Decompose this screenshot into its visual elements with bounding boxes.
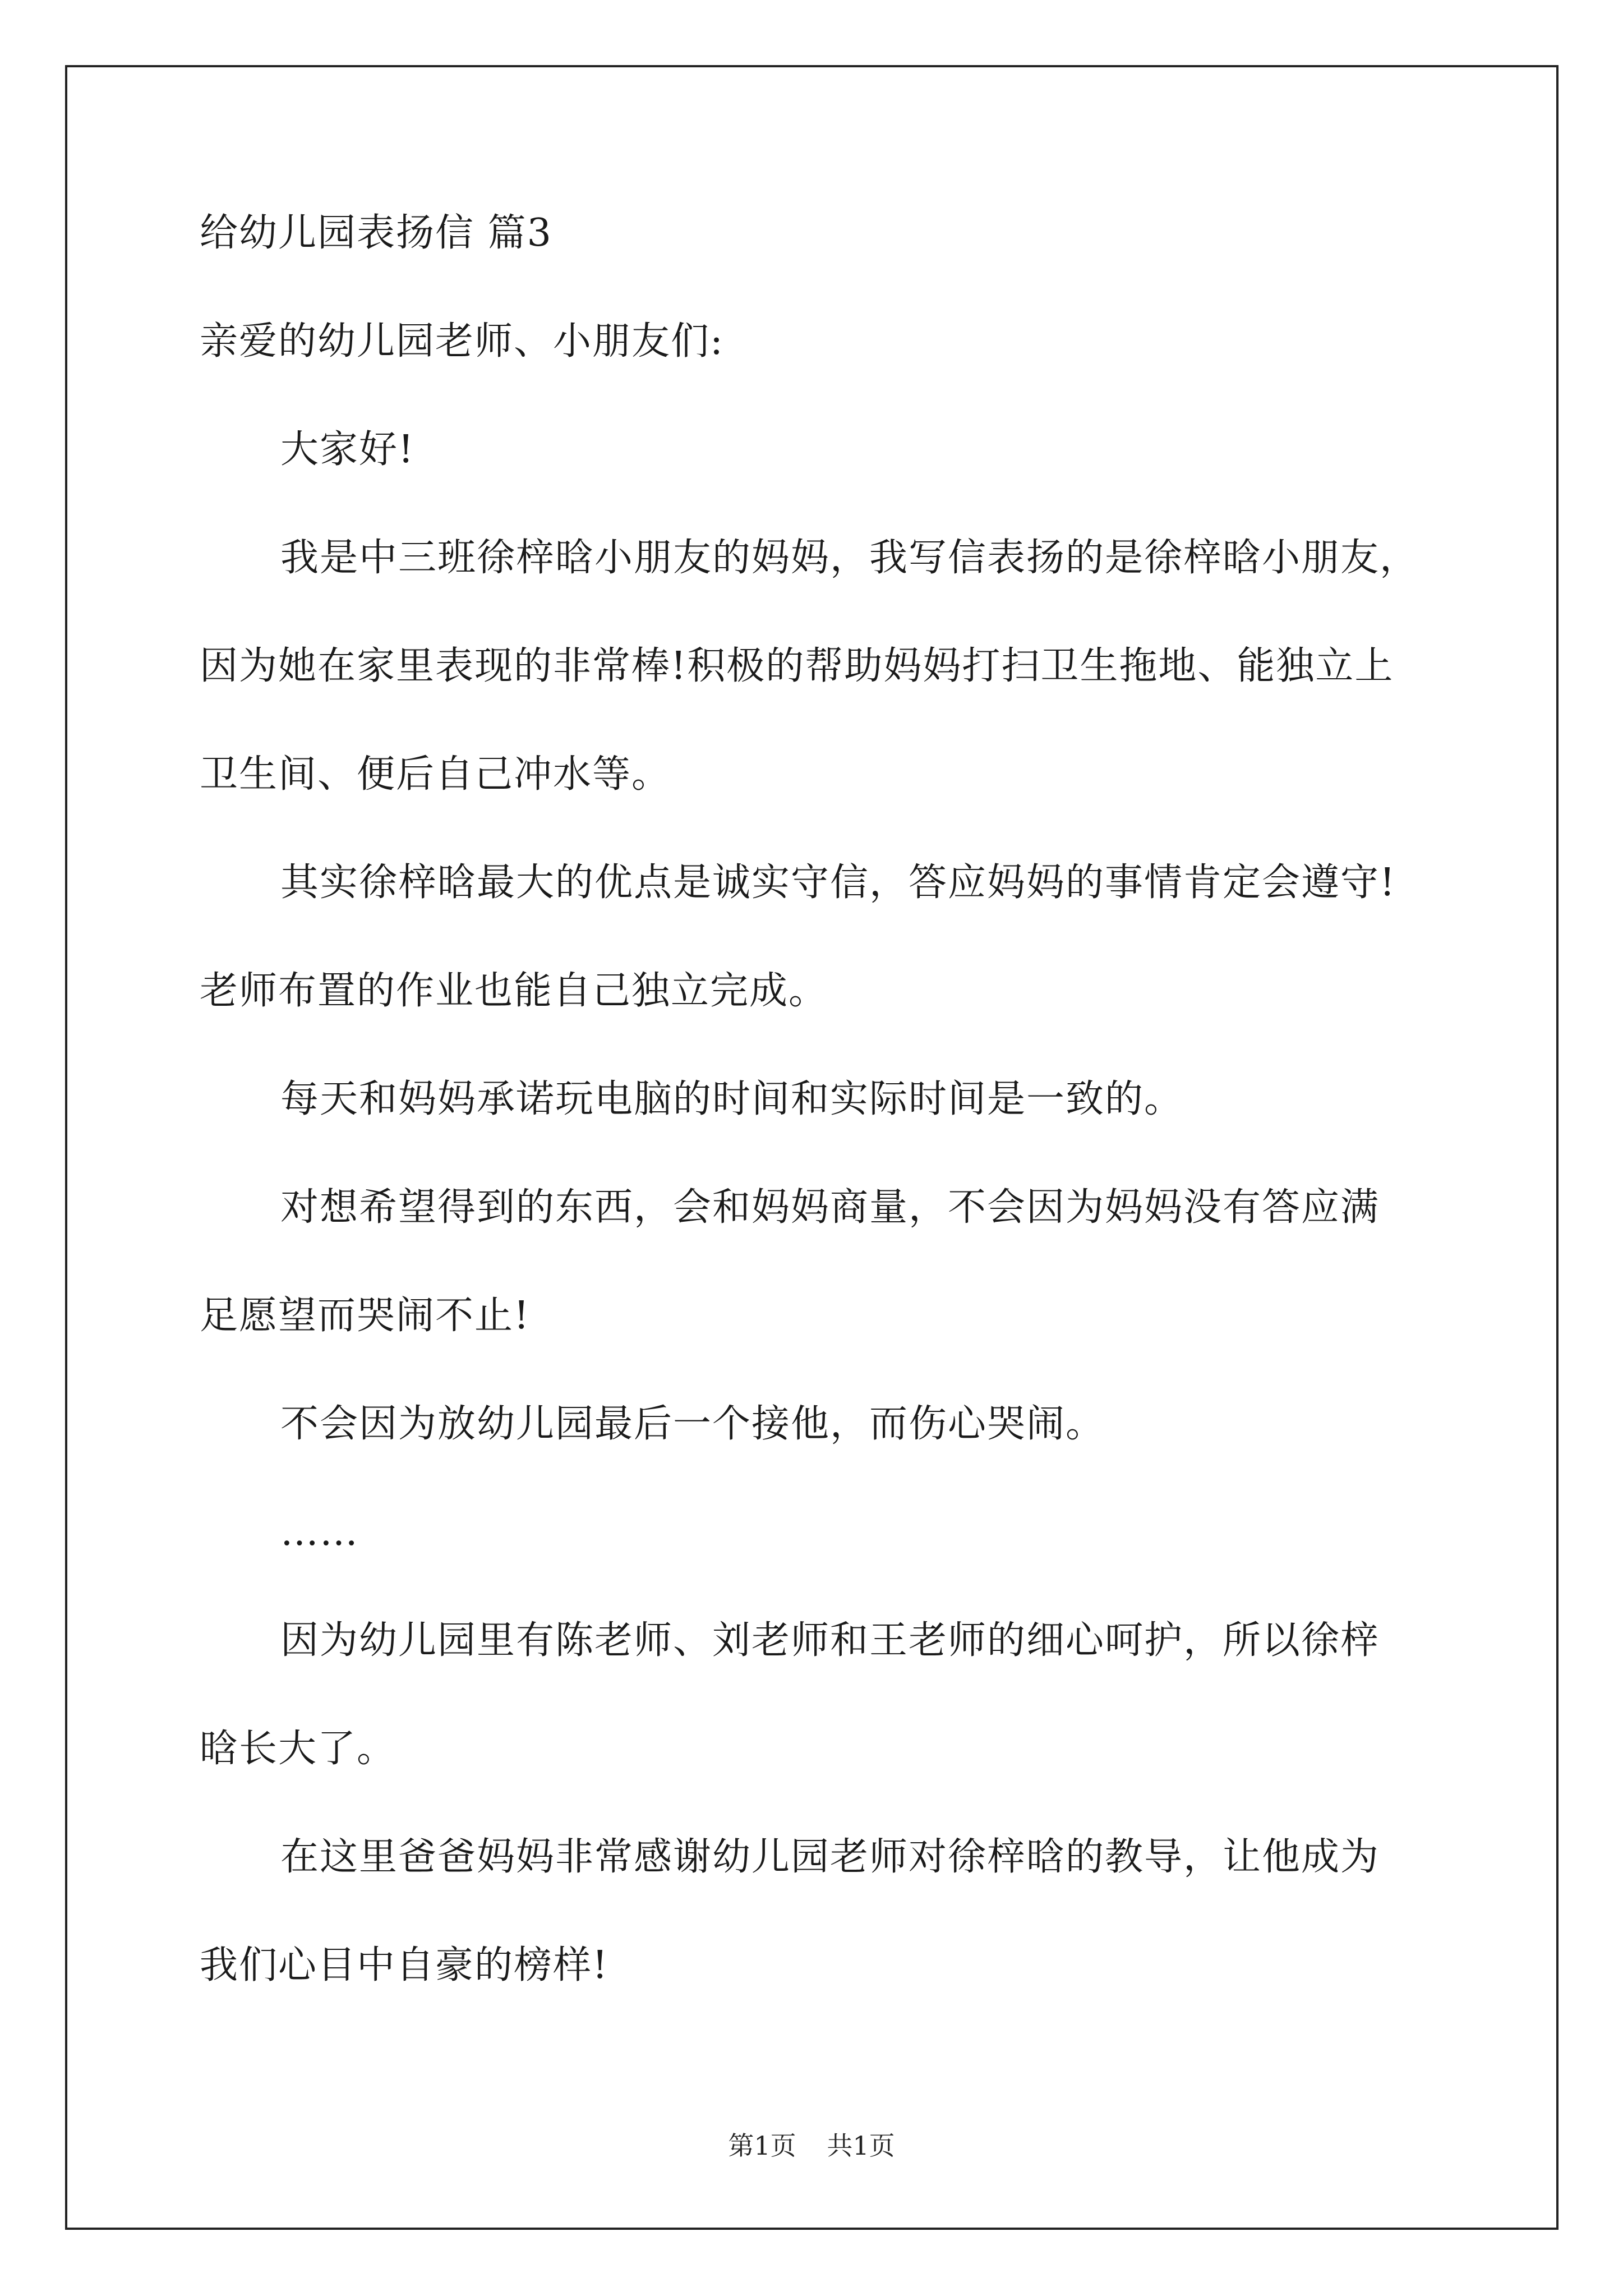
page-number-total: 共1页 — [827, 2131, 895, 2161]
paragraph-line: 因为幼儿园里有陈老师、刘老师和王老师的细心呵护，所以徐梓 — [280, 1618, 1380, 1663]
paragraph-line: 其实徐梓晗最大的优点是诚实守信，答应妈妈的事情肯定会遵守! — [280, 861, 1396, 905]
paragraph-line: 我是中三班徐梓晗小朋友的妈妈，我写信表扬的是徐梓晗小朋友， — [280, 536, 1419, 580]
page-border — [65, 65, 1559, 2230]
document-title: 给幼儿园表扬信 篇3 — [200, 211, 552, 255]
page-footer — [0, 2132, 1623, 2160]
page-number-current: 第1页 — [728, 2131, 796, 2161]
ellipsis-line: …… — [280, 1510, 359, 1554]
paragraph-line: 大家好! — [280, 427, 415, 472]
paragraph-line: 对想希望得到的东西，会和妈妈商量，不会因为妈妈没有答应满 — [280, 1185, 1380, 1230]
paragraph-line: 老师布置的作业也能自己独立完成。 — [200, 969, 828, 1013]
paragraph-line: 我们心目中自豪的榜样! — [200, 1943, 609, 1987]
paragraph-line: 晗长大了。 — [200, 1727, 396, 1771]
paragraph-line: 卫生间、便后自己冲水等。 — [200, 752, 671, 797]
paragraph-line: 在这里爸爸妈妈非常感谢幼儿园老师对徐梓晗的教导，让他成为 — [280, 1835, 1380, 1879]
paragraph-line: 每天和妈妈承诺玩电脑的时间和实际时间是一致的。 — [280, 1077, 1184, 1121]
salutation: 亲爱的幼儿园老师、小朋友们: — [200, 319, 724, 364]
paragraph-line: 不会因为放幼儿园最后一个接他，而伤心哭闹。 — [280, 1402, 1105, 1446]
paragraph-line: 足愿望而哭闹不止! — [200, 1294, 531, 1338]
paragraph-line: 因为她在家里表现的非常棒!积极的帮助妈妈打扫卫生拖地、能独立上 — [200, 644, 1394, 688]
